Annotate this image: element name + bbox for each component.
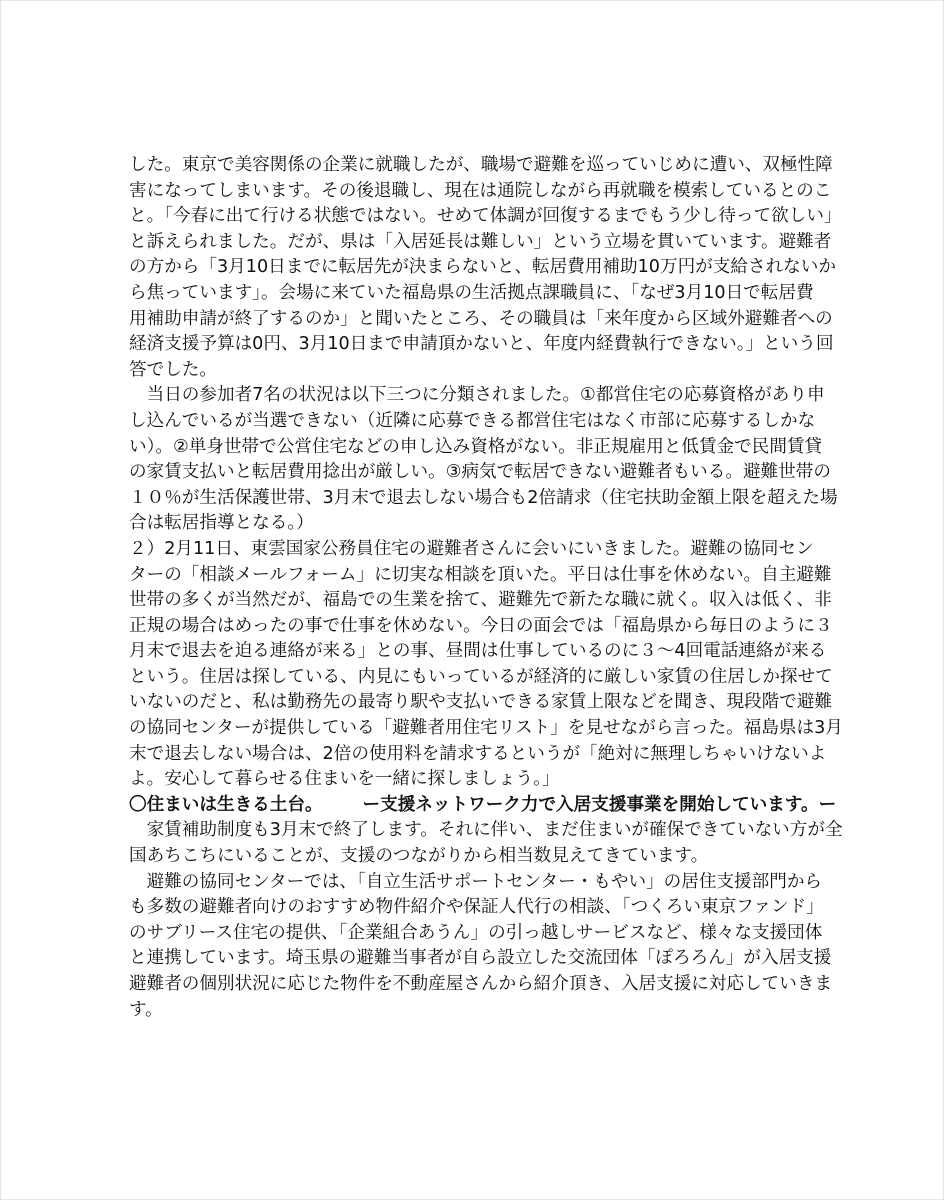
paragraph-1 xyxy=(129,153,842,383)
paragraph-3 xyxy=(129,537,843,793)
text-line: す。 xyxy=(129,999,163,1020)
text-line: と訴えられました。だが、県は「入居延長は難しい」という立場を貫いています。避難者 xyxy=(129,231,832,252)
text-line: ターの「相談メールフォーム」に切実な相談を頂いた。平日は仕事を休めない。自主避難 xyxy=(129,564,832,585)
text-line: と連携しています。埼玉県の避難当事者が自ら設立した交流団体「ぽろろん」が入居支援 xyxy=(129,948,832,969)
text-line: １０％が生活保護世帯、3月末で退去しない場合も2倍請求（住宅扶助金額上限を超えた場 xyxy=(129,487,838,508)
paragraph-5 xyxy=(129,870,833,1024)
document-body xyxy=(129,153,843,1023)
heading-right: ー支援ネットワーク力で入居支援事業を開始しています。ー xyxy=(362,794,837,815)
text-line: のサブリース住宅の提供、「企業組合あうん」の引っ越しサービスなど、様々な支援団体 xyxy=(129,922,823,943)
text-line: 国あちこちにいることが、支援のつながりから相当数見えてきています。 xyxy=(129,846,709,867)
text-line: 当日の参加者7名の状況は以下三つに分類されました。①都営住宅の応募資格があり申 xyxy=(129,385,825,406)
text-line: 害になってしまいます。その後退職し、現在は通院しながら再就職を模索しているとのこ xyxy=(129,180,832,201)
text-line: 避難者の個別状況に応じた物件を不動産屋さんから紹介頂き、入居支援に対応していきま xyxy=(129,974,833,994)
paragraph-2 xyxy=(129,383,838,537)
text-line: いないのだと、私は勤務先の最寄り駅や支払いできる家賃上限などを聞き、現段階で避難 xyxy=(129,692,833,713)
text-line: 答でした。 xyxy=(129,359,217,380)
text-line: ２）2月11日、東雲国家公務員住宅の避難者さんに会いにいきました。避難の協同セン xyxy=(129,538,814,559)
text-line: の方から「3月10日までに転居先が決まらないと、転居費用補助10万円が支給されないか xyxy=(129,257,836,278)
text-line: し込んでいるが当選できない（近隣に応募できる都営住宅はなく市部に応募するしかな xyxy=(129,410,816,431)
text-line: 世帯の多くが当然だが、福島での生業を捨て、避難先で新たな職に就く。収入は低く、非 xyxy=(129,590,832,611)
text-line: 経済支援予算は0円、3月10日まで申請頂かないと、年度内経費執行できない。」という回 xyxy=(129,334,834,355)
text-line: よ。安心して暮らせる住まいを一緒に探しましょう。」 xyxy=(129,769,560,790)
text-line: も多数の避難者向けのおすすめ物件紹介や保証人代行の相談、「つくろい東京ファンド」 xyxy=(129,897,824,918)
text-line: 家賃補助制度も3月末で終了します。それに伴い、まだ住まいが確保できていない方が全 xyxy=(129,820,843,841)
text-line: の協同センターが提供している「避難者用住宅リスト」を見せながら言った。福島県は3月 xyxy=(129,718,843,739)
text-line: い）。②単身世帯で公営住宅などの申し込み資格がない。非正規雇用と低賃金で民間賃貸 xyxy=(129,436,823,457)
text-line: ら焦っています」。会場に来ていた福島県の生活拠点課職員に、「なぜ3月10日で転居費 xyxy=(129,282,814,303)
text-line: 用補助申請が終了するのか」と聞いたところ、その職員は「来年度から区域外避難者への xyxy=(129,308,833,329)
text-line: 末で退去しない場合は、2倍の使用料を請求するというが「絶対に無理しちゃいけないよ xyxy=(129,743,827,764)
text-line: という。住居は探している、内見にもいっているが経済的に厳しい家賃の住居しか探せて xyxy=(129,666,833,687)
text-line: 合は転居指導となる。） xyxy=(129,513,314,534)
text-line: 正規の場合はめったの事で仕事を休めない。今日の面会では「福島県から毎日のように３ xyxy=(129,615,833,636)
heading-left: 〇住まいは生きる土台。 xyxy=(129,794,323,815)
section-heading xyxy=(129,793,837,819)
paragraph-4 xyxy=(129,818,843,869)
text-line: した。東京で美容関係の企業に就職したが、職場で避難を巡っていじめに遭い、双極性障 xyxy=(129,155,833,175)
text-line: の家賃支払いと転居費用捻出が厳しい。③病気で転居できない避難者もいる。避難世帯の xyxy=(129,462,831,483)
text-line: 月末で退去を迫る連絡が来る」との事、昼間は仕事しているのに３～4回電話連絡が来る xyxy=(129,641,827,662)
text-line: 避難の協同センターでは、「自立生活サポートセンター・もやい」の居住支援部門から xyxy=(129,871,823,892)
text-line: と。「今春に出て行ける状態ではない。せめて体調が回復するまでもう少し待って欲しい」 xyxy=(129,206,842,227)
